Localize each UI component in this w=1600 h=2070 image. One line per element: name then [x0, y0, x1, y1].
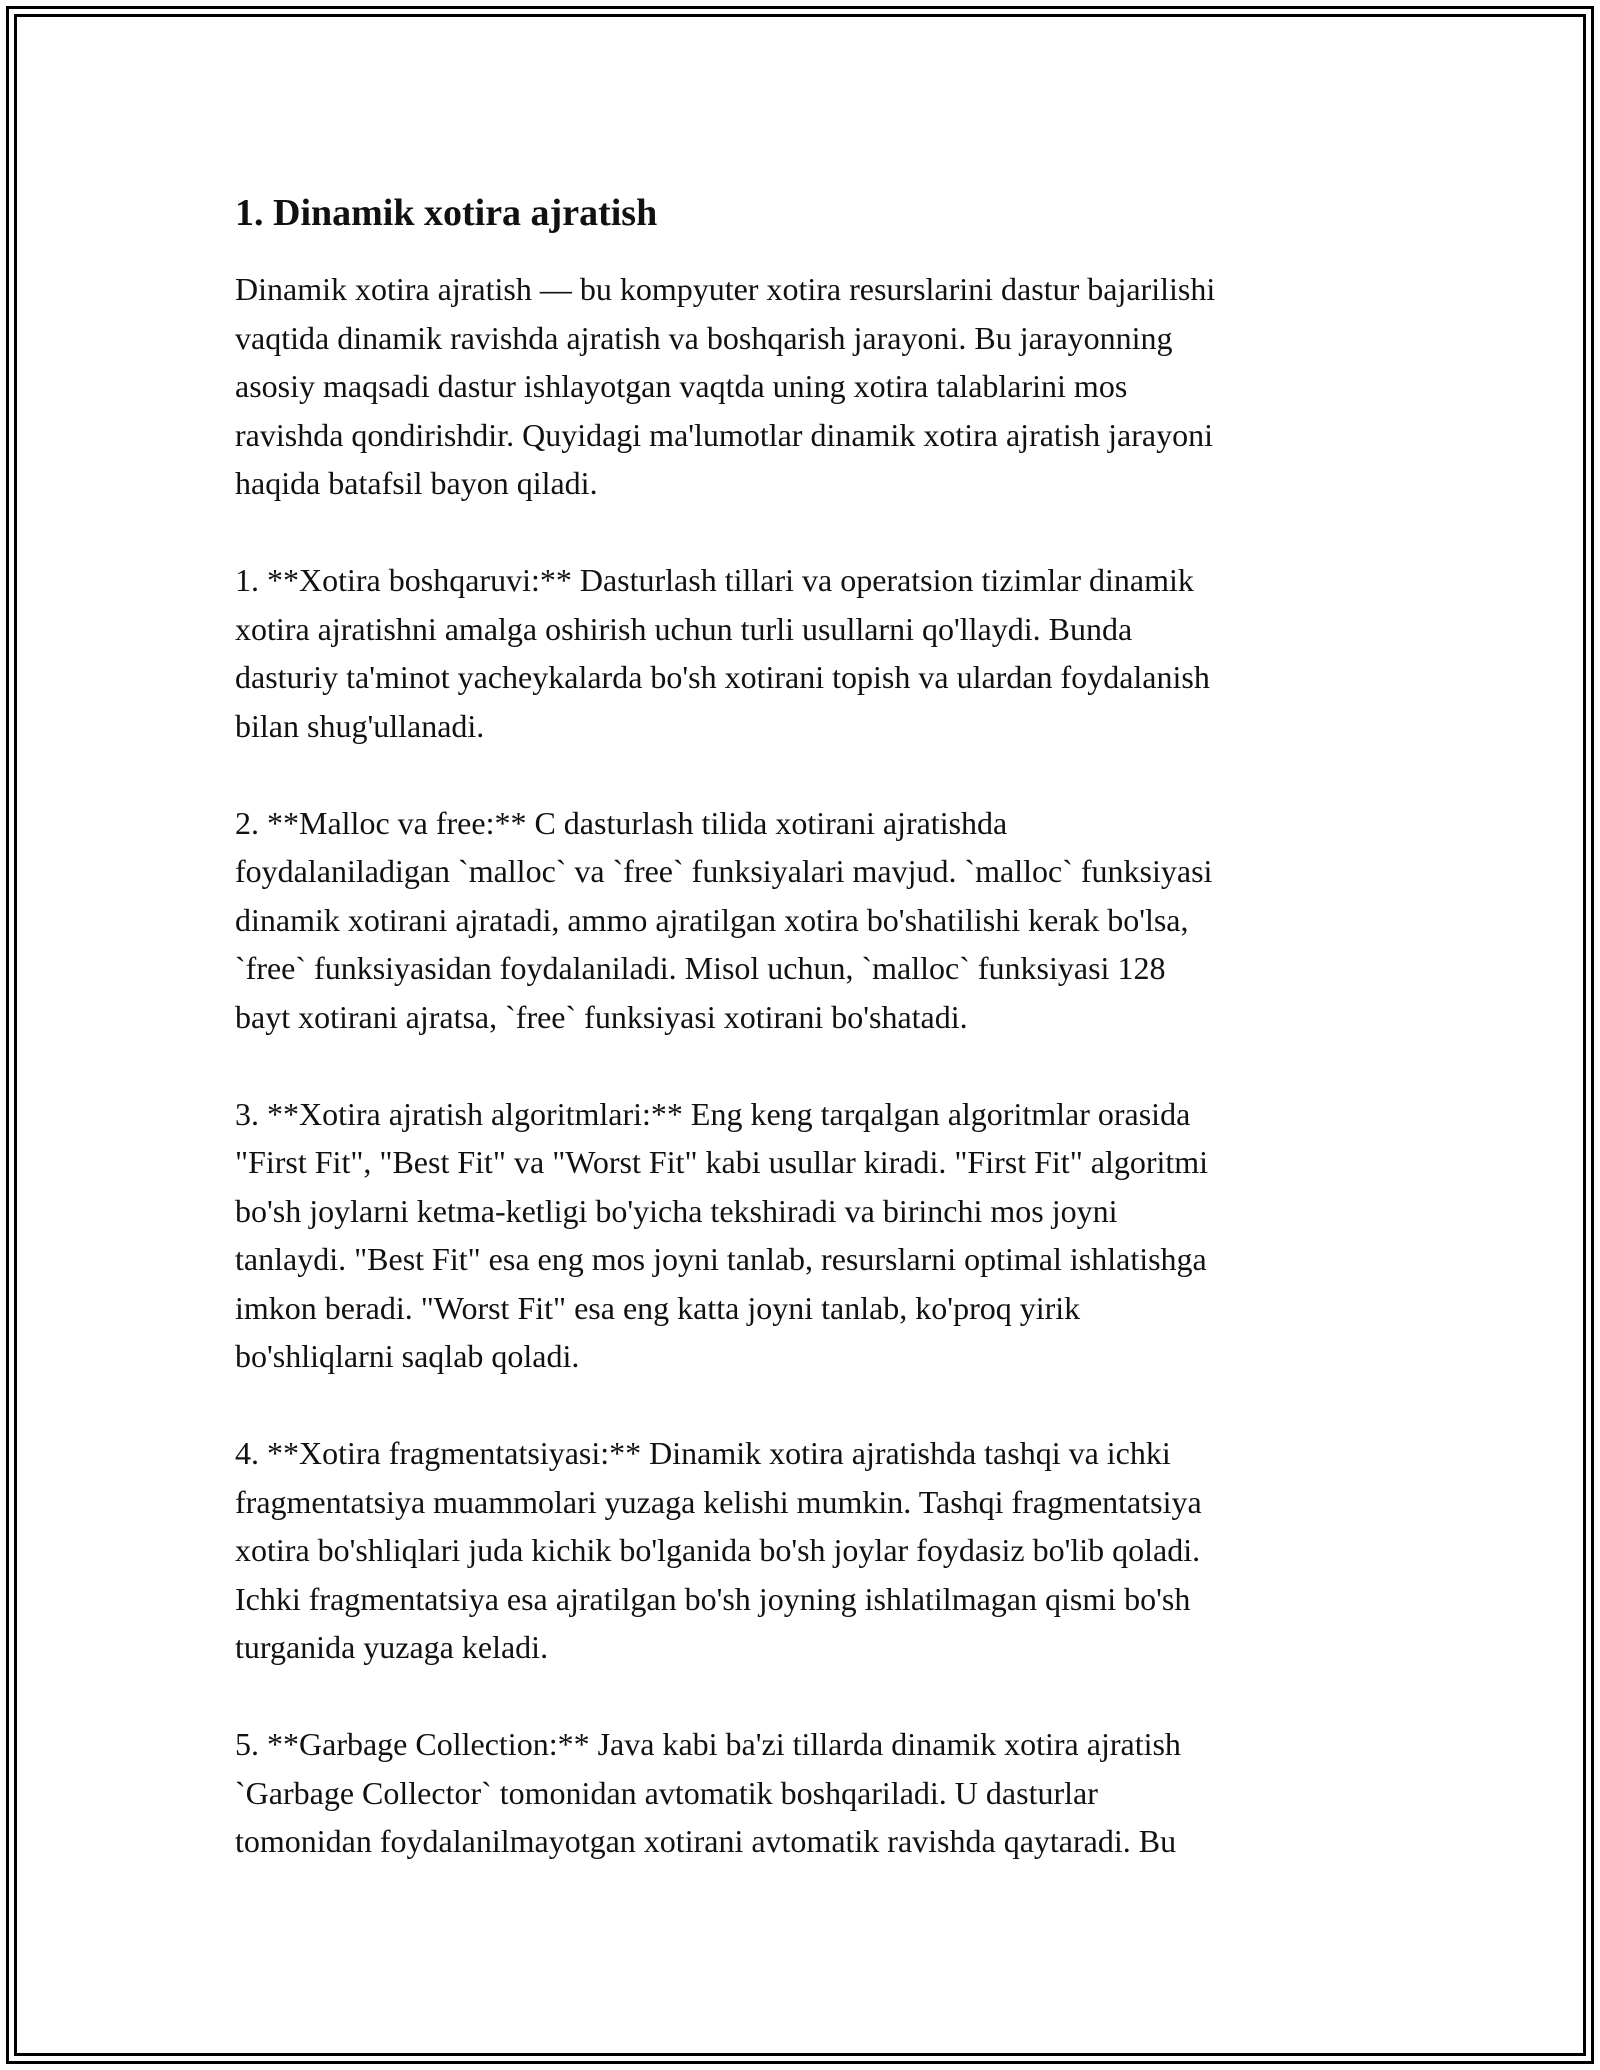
document-body — [235, 185, 1375, 1914]
text-line: 1. **Xotira boshqaruvi:** Dasturlash tillari va operatsion tizimlar dinamik — [235, 562, 1194, 598]
paragraph-garbage-collection — [235, 1720, 1375, 1866]
text-line: Dinamik xotira ajratish — bu kompyuter xotira resurslarini dastur bajarilishi — [235, 271, 1216, 307]
text-line: bo'shliqlarni saqlab qoladi. — [235, 1338, 580, 1374]
text-line: tomonidan foydalanilmayotgan xotirani avtomatik ravishda qaytaradi. Bu — [235, 1823, 1177, 1859]
paragraph-memory-management — [235, 556, 1375, 750]
text-line: 3. **Xotira ajratish algoritmlari:** Eng keng tarqalgan algoritmlar orasida — [235, 1095, 1191, 1132]
text-line: "First Fit", "Best Fit" va "Worst Fit" kabi usullar kiradi. "First Fit" algoritmi — [235, 1144, 1209, 1180]
text-line: `Garbage Collector` tomonidan avtomatik boshqariladi. U dasturlar — [235, 1774, 1098, 1811]
text-line: vaqtida dinamik ravishda ajratish va boshqarish jarayoni. Bu jarayonning — [235, 319, 1173, 356]
text-line: 4. **Xotira fragmentatsiyasi:** Dinamik xotira ajratishda tashqi va ichki — [235, 1435, 1171, 1471]
text-line: Ichki fragmentatsiya esa ajratilgan bo'sh joyning ishlatilmagan qismi bo'sh — [235, 1580, 1191, 1617]
text-line: bilan shug'ullanadi. — [235, 707, 485, 744]
text-line: fragmentatsiya muammolari yuzaga kelishi mumkin. Tashqi fragmentatsiya — [235, 1483, 1202, 1520]
text-line: dinamik xotirani ajratadi, ammo ajratilgan xotira bo'shatilishi kerak bo'lsa, — [235, 901, 1189, 938]
text-line: 2. **Malloc va free:** C dasturlash tilida xotirani ajratishda — [235, 804, 1008, 841]
page-title: 1. Dinamik xotira ajratish — [235, 192, 658, 234]
text-line: bo'sh joylarni ketma-ketligi bo'yicha tekshiradi va birinchi mos joyni — [235, 1192, 1118, 1229]
text-line: haqida batafsil bayon qiladi. — [235, 465, 598, 501]
text-line: asosiy maqsadi dastur ishlayotgan vaqtda uning xotira talablarini mos — [235, 368, 1128, 404]
text-line: 5. **Garbage Collection:** Java kabi ba'zi tillarda dinamik xotira ajratish — [235, 1726, 1181, 1762]
text-line: xotira ajratishni amalga oshirish uchun turli usullarni qo'llaydi. Bunda — [235, 610, 1133, 647]
text-line: imkon beradi. "Worst Fit" esa eng katta joyni tanlab, ko'proq yirik — [235, 1289, 1081, 1326]
paragraph-allocation-algorithms — [235, 1090, 1375, 1381]
paragraph-malloc-free — [235, 799, 1375, 1042]
text-line: ravishda qondirishdir. Quyidagi ma'lumotlar dinamik xotira ajratish jarayoni — [235, 416, 1213, 453]
text-line: dasturiy ta'minot yacheykalarda bo'sh xotirani topish va ulardan foydalanish — [235, 659, 1210, 695]
text-line: bayt xotirani ajratsa, `free` funksiyasi xotirani bo'shatadi. — [235, 998, 968, 1035]
text-line: xotira bo'shliqlari juda kichik bo'lganida bo'sh joylar foydasiz bo'lib qoladi. — [235, 1532, 1201, 1568]
text-line: tanlaydi. "Best Fit" esa eng mos joyni tanlab, resurslarni optimal ishlatishga — [235, 1241, 1207, 1277]
paragraph-fragmentation — [235, 1429, 1375, 1672]
text-line: foydalaniladigan `malloc` va `free` funksiyalari mavjud. `malloc` funksiyasi — [235, 853, 1213, 889]
text-line: turganida yuzaga keladi. — [235, 1629, 549, 1665]
text-line: `free` funksiyasidan foydalaniladi. Misol uchun, `malloc` funksiyasi 128 — [235, 950, 1166, 986]
paragraph-intro — [235, 265, 1375, 508]
